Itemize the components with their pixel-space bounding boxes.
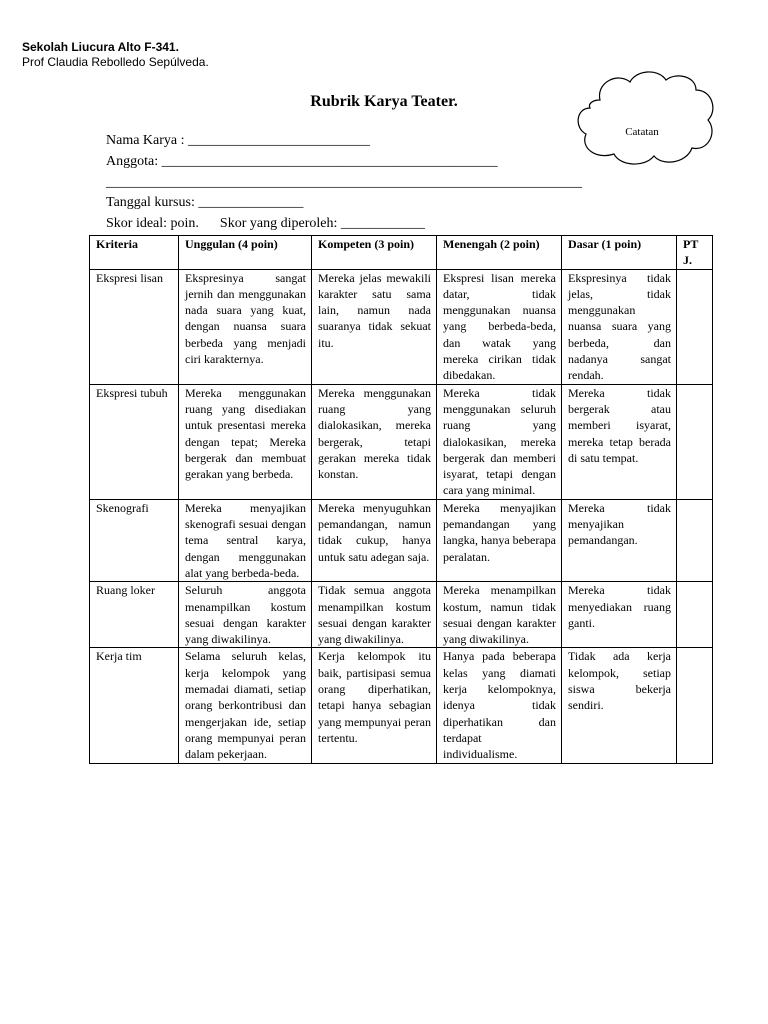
rubric-row-scenography	[90, 499, 713, 581]
excellent-cell: Selama seluruh kelas, kerja kelompok yang memadai diamati, setiap orang berkontribusi dan mengerjakan ide, setiap orang mempunyai peran dalam pekerjaan.	[179, 648, 312, 763]
header-competent: Kompeten (3 poin)	[312, 236, 437, 270]
excellent-cell: Mereka menyajikan skenografi sesuai dengan tema sentral karya, dengan menggunakan alat yang berbeda-beda.	[179, 499, 312, 581]
criterion-cell: Skenografi	[90, 499, 179, 581]
criterion-cell: Ekspresi tubuh	[90, 384, 179, 499]
basic-cell: Mereka tidak bergerak atau memberi isyarat, mereka tetap berada di satu tempat.	[562, 384, 677, 499]
rubric-header-row	[90, 236, 713, 270]
rubric-row-body-expression	[90, 384, 713, 499]
note-cloud-icon	[572, 66, 720, 170]
competent-cell: Tidak semua anggota menampilkan kostum sesuai dengan karakter yang diwakilinya.	[312, 582, 437, 648]
intermediate-cell: Mereka menyajikan pemandangan yang langka, hanya beberapa peralatan.	[437, 499, 562, 581]
criterion-cell: Ekspresi lisan	[90, 269, 179, 384]
rubric-row-locker-room	[90, 582, 713, 648]
basic-cell: Tidak ada kerja kelompok, setiap siswa bekerja sendiri.	[562, 648, 677, 763]
form-field-scores[interactable]: Skor ideal: poin. Skor yang diperoleh: ____________	[106, 216, 425, 231]
teacher-name: Prof Claudia Rebolledo Sepúlveda.	[22, 55, 209, 69]
header-criteria: Kriteria	[90, 236, 179, 270]
form-field-work-name[interactable]: Nama Karya : __________________________	[106, 133, 371, 148]
form-field-members-continued[interactable]: ____________________________________________________________________	[106, 175, 582, 190]
criterion-cell: Ruang loker	[90, 582, 179, 648]
intermediate-cell: Mereka tidak menggunakan seluruh ruang yang dialokasikan, mereka bergerak dan memberi isyarat, tetapi dengan cara yang minimal.	[437, 384, 562, 499]
intermediate-cell: Ekspresi lisan mereka datar, tidak menggunakan nuansa yang berbeda-beda, dan watak yang mereka cirikan tidak dibedakan.	[437, 269, 562, 384]
competent-cell: Mereka jelas mewakili karakter satu sama lain, namun nada suaranya tidak sekuat itu.	[312, 269, 437, 384]
points-cell[interactable]	[677, 499, 713, 581]
basic-cell: Ekspresinya tidak jelas, tidak menggunakan nuansa suara yang berbeda, dan nadanya sangat rendah.	[562, 269, 677, 384]
header-intermediate: Menengah (2 poin)	[437, 236, 562, 270]
intermediate-cell: Mereka menampilkan kostum, namun tidak sesuai dengan karakter yang diwakilinya.	[437, 582, 562, 648]
header-excellent: Unggulan (4 poin)	[179, 236, 312, 270]
competent-cell: Mereka menggunakan ruang yang dialokasikan, mereka bergerak, tetapi gerakan mereka tidak konstan.	[312, 384, 437, 499]
excellent-cell: Mereka menggunakan ruang yang disediakan untuk presentasi mereka dengan tepat; Mereka bergerak dan membuat gerakan yang berbeda.	[179, 384, 312, 499]
page-title: Rubrik Karya Teater.	[310, 93, 458, 110]
excellent-cell: Seluruh anggota menampilkan kostum sesuai dengan karakter yang diwakilinya.	[179, 582, 312, 648]
competent-cell: Mereka menyuguhkan pemandangan, namun tidak cukup, hanya untuk satu adegan saja.	[312, 499, 437, 581]
form-field-members[interactable]: Anggota: ________________________________________________	[106, 154, 498, 169]
criterion-cell: Kerja tim	[90, 648, 179, 763]
intermediate-cell: Hanya pada beberapa kelas yang diamati kerja kelompoknya, idenya tidak diperhatikan dan terdapat individualisme.	[437, 648, 562, 763]
school-name: Sekolah Liucura Alto F-341.	[22, 40, 179, 54]
points-cell[interactable]	[677, 384, 713, 499]
basic-cell: Mereka tidak menyediakan ruang ganti.	[562, 582, 677, 648]
header-points: PT J.	[677, 236, 713, 270]
competent-cell: Kerja kelompok itu baik, partisipasi semua orang diperhatikan, tetapi hanya sebagian yang mempunyai peran tertentu.	[312, 648, 437, 763]
excellent-cell: Ekspresinya sangat jernih dan menggunakan nada suara yang kuat, dengan nuansa suara berbeda yang menjadi ciri karakternya.	[179, 269, 312, 384]
points-cell[interactable]	[677, 269, 713, 384]
form-field-course-date[interactable]: Tanggal kursus: _______________	[106, 195, 304, 210]
header-basic: Dasar (1 poin)	[562, 236, 677, 270]
rubric-row-oral-expression	[90, 269, 713, 384]
points-cell[interactable]	[677, 648, 713, 763]
points-cell[interactable]	[677, 582, 713, 648]
rubric-row-teamwork	[90, 648, 713, 763]
rubric-table	[89, 235, 713, 764]
note-cloud-label: Catatan	[625, 126, 659, 138]
basic-cell: Mereka tidak menyajikan pemandangan.	[562, 499, 677, 581]
